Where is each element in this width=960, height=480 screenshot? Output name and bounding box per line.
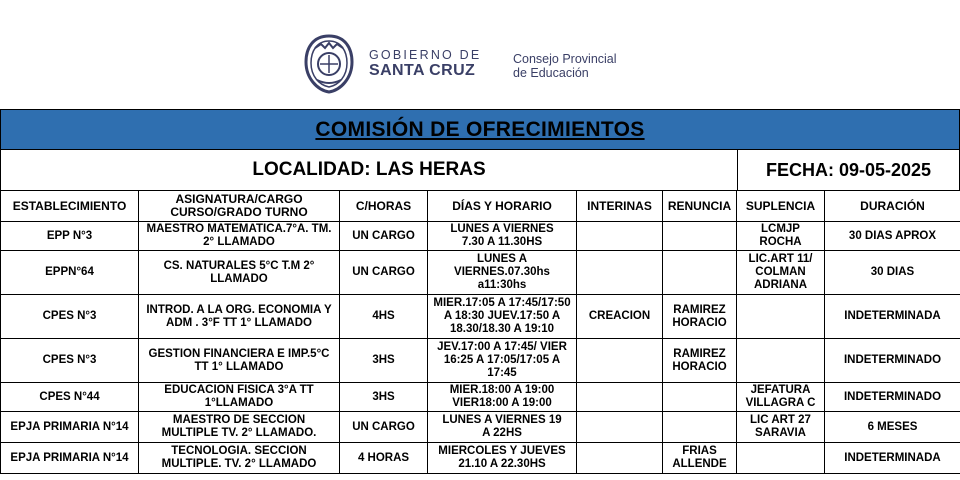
col-horas-cell: UN CARGO <box>340 412 428 443</box>
col-renuncia-cell <box>663 412 737 443</box>
col-interinas-cell <box>577 383 663 412</box>
col-asignatura-header: ASIGNATURA/CARGO CURSO/GRADO TURNO <box>139 191 340 222</box>
col-horas-cell: 3HS <box>340 339 428 383</box>
table-row <box>1 339 960 383</box>
col-horas-header: C/HORAS <box>340 191 428 222</box>
table-row <box>1 443 960 474</box>
santa-cruz-seal-icon <box>303 34 355 94</box>
table-header-row <box>1 191 960 222</box>
col-suplencia-cell: LIC ART 27 SARAVIA <box>737 412 825 443</box>
col-duracion-cell: INDETERMINADA <box>825 443 960 474</box>
col-asignatura-cell: CS. NATURALES 5°C T.M 2° LLAMADO <box>139 251 340 295</box>
col-dias-cell: MIER.18:00 A 19:00 VIER18:00 A 19:00 <box>428 383 577 412</box>
table-row <box>1 383 960 412</box>
consejo-line1: Consejo Provincial <box>513 52 617 66</box>
table-row <box>1 412 960 443</box>
col-suplencia-cell: LCMJP ROCHA <box>737 222 825 251</box>
col-interinas-cell <box>577 443 663 474</box>
col-establecimiento-cell: CPES N°3 <box>1 295 139 339</box>
col-asignatura-cell: MAESTRO MATEMATICA.7°A. TM. 2° LLAMADO <box>139 222 340 251</box>
col-suplencia-cell <box>737 339 825 383</box>
col-suplencia-cell <box>737 295 825 339</box>
col-dias-cell: LUNES A VIERNES.07.30hs a11:30hs <box>428 251 577 295</box>
consejo-line2: de Educación <box>513 66 589 80</box>
col-renuncia-header: RENUNCIA <box>663 191 737 222</box>
col-horas-cell: UN CARGO <box>340 251 428 295</box>
col-establecimiento-cell: EPJA PRIMARIA N°14 <box>1 412 139 443</box>
col-renuncia-cell <box>663 251 737 295</box>
col-duracion-cell: INDETERMINADO <box>825 383 960 412</box>
col-dias-cell: MIER.17:05 A 17:45/17:50 A 18:30 JUEV.17:50 A 18.30/18.30 A 19:10 <box>428 295 577 339</box>
col-duracion-cell: INDETERMINADO <box>825 339 960 383</box>
col-interinas-cell: CREACION <box>577 295 663 339</box>
col-asignatura-cell: EDUCACION FISICA 3°A TT 1°LLAMADO <box>139 383 340 412</box>
col-horas-cell: UN CARGO <box>340 222 428 251</box>
col-asignatura-cell: INTROD. A LA ORG. ECONOMIA Y ADM . 3°F TT 1° LLAMADO <box>139 295 340 339</box>
col-duracion-header: DURACIÓN <box>825 191 960 222</box>
col-establecimiento-cell: EPJA PRIMARIA N°14 <box>1 443 139 474</box>
col-dias-cell: JEV.17:00 A 17:45/ VIER 16:25 A 17:05/17:05 A 17:45 <box>428 339 577 383</box>
col-interinas-cell <box>577 251 663 295</box>
col-establecimiento-header: ESTABLECIMIENTO <box>1 191 139 222</box>
col-interinas-cell <box>577 222 663 251</box>
col-duracion-cell: INDETERMINADA <box>825 295 960 339</box>
col-renuncia-cell: RAMIREZ HORACIO <box>663 339 737 383</box>
col-renuncia-cell <box>663 222 737 251</box>
col-renuncia-cell: RAMIREZ HORACIO <box>663 295 737 339</box>
col-interinas-header: INTERINAS <box>577 191 663 222</box>
col-renuncia-cell: FRIAS ALLENDE <box>663 443 737 474</box>
locality-label: LOCALIDAD: LAS HERAS <box>1 150 738 190</box>
col-establecimiento-cell: CPES N°44 <box>1 383 139 412</box>
col-suplencia-cell <box>737 443 825 474</box>
government-logo-text <box>369 48 481 80</box>
title-banner <box>0 109 960 150</box>
gov-line1: GOBIERNO DE <box>369 48 482 62</box>
col-establecimiento-cell: CPES N°3 <box>1 339 139 383</box>
col-horas-cell: 4HS <box>340 295 428 339</box>
col-interinas-cell <box>577 339 663 383</box>
col-interinas-cell <box>577 412 663 443</box>
table-row <box>1 251 960 295</box>
page-title: COMISIÓN DE OFRECIMIENTOS <box>315 118 645 141</box>
col-asignatura-cell: MAESTRO DE SECCION MULTIPLE TV. 2° LLAMADO. <box>139 412 340 443</box>
location-date-row <box>0 149 960 191</box>
council-name <box>513 52 617 80</box>
gov-line2: SANTA CRUZ <box>369 62 476 79</box>
col-suplencia-cell: LIC.ART 11/ COLMAN ADRIANA <box>737 251 825 295</box>
col-renuncia-cell <box>663 383 737 412</box>
letterhead <box>0 0 960 108</box>
col-duracion-cell: 6 MESES <box>825 412 960 443</box>
date-label: FECHA: 09-05-2025 <box>765 159 932 180</box>
table-row <box>1 295 960 339</box>
col-dias-cell: LUNES A VIERNES 19 A 22HS <box>428 412 577 443</box>
col-suplencia-cell: JEFATURA VILLAGRA C <box>737 383 825 412</box>
col-duracion-cell: 30 DIAS APROX <box>825 222 960 251</box>
col-duracion-cell: 30 DIAS <box>825 251 960 295</box>
col-suplencia-header: SUPLENCIA <box>737 191 825 222</box>
col-establecimiento-cell: EPPN°64 <box>1 251 139 295</box>
col-horas-cell: 3HS <box>340 383 428 412</box>
col-establecimiento-cell: EPP N°3 <box>1 222 139 251</box>
offers-table <box>0 190 960 474</box>
table-row <box>1 222 960 251</box>
col-dias-cell: MIERCOLES Y JUEVES 21.10 A 22.30HS <box>428 443 577 474</box>
col-dias-header: DÍAS Y HORARIO <box>428 191 577 222</box>
col-asignatura-cell: GESTION FINANCIERA E IMP.5°C TT 1° LLAMADO <box>139 339 340 383</box>
col-asignatura-cell: TECNOLOGIA. SECCION MULTIPLE. TV. 2° LLAMADO <box>139 443 340 474</box>
col-horas-cell: 4 HORAS <box>340 443 428 474</box>
col-dias-cell: LUNES A VIERNES 7.30 A 11.30HS <box>428 222 577 251</box>
